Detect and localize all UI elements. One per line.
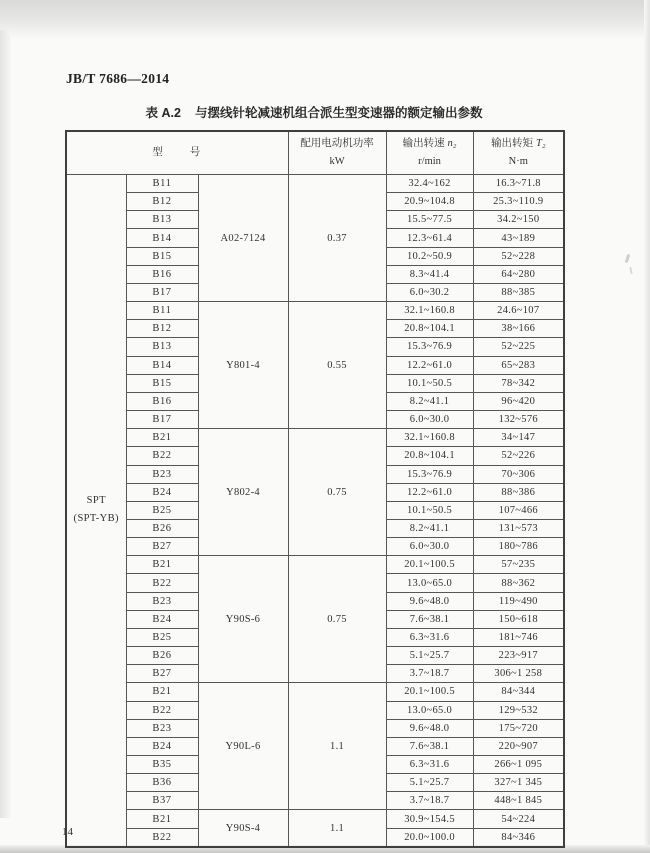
model-cell: B12 — [126, 193, 198, 211]
speed-cell: 5.1~25.7 — [386, 647, 473, 665]
torque-cell: 107~466 — [473, 501, 564, 519]
header-output-torque-unit: N·m — [508, 156, 528, 167]
model-cell: B23 — [126, 592, 198, 610]
speed-cell: 32.1~160.8 — [386, 429, 473, 447]
series-group-cell — [66, 175, 126, 847]
torque-cell: 180~786 — [473, 538, 564, 556]
model-cell: B22 — [126, 828, 198, 847]
speed-cell: 20.9~104.8 — [386, 193, 473, 211]
torque-cell: 131~573 — [473, 519, 564, 537]
header-output-speed-unit: r/min — [418, 156, 441, 167]
series-sublabel: (SPT-YB) — [73, 513, 119, 525]
header-output-speed-symbol: n₂ — [447, 138, 457, 150]
torque-cell: 65~283 — [473, 356, 564, 374]
model-cell: B25 — [126, 501, 198, 519]
speed-cell: 20.8~104.1 — [386, 320, 473, 338]
model-cell: B35 — [126, 756, 198, 774]
speed-cell: 6.3~31.6 — [386, 756, 473, 774]
speed-cell: 6.0~30.2 — [386, 283, 473, 301]
model-cell: B25 — [126, 628, 198, 646]
torque-cell: 129~532 — [473, 701, 564, 719]
scan-artifact — [629, 267, 632, 274]
torque-cell: 52~225 — [473, 338, 564, 356]
model-cell: B21 — [126, 429, 198, 447]
model-cell: B37 — [126, 792, 198, 810]
scan-shading-top — [0, 0, 650, 38]
speed-cell: 9.6~48.0 — [386, 592, 473, 610]
torque-cell: 54~224 — [473, 810, 564, 828]
speed-cell: 8.3~41.4 — [386, 265, 473, 283]
motor-cell: Y90S-4 — [198, 810, 288, 847]
torque-cell: 88~362 — [473, 574, 564, 592]
model-cell: B27 — [126, 538, 198, 556]
speed-cell: 30.9~154.5 — [386, 810, 473, 828]
standard-number: JB/T 7686—2014 — [66, 71, 170, 86]
torque-cell: 16.3~71.8 — [473, 175, 564, 193]
speed-cell: 12.2~61.0 — [386, 356, 473, 374]
speed-cell: 8.2~41.1 — [386, 519, 473, 537]
table-row — [66, 175, 564, 193]
table-row — [66, 302, 564, 320]
torque-cell: 88~385 — [473, 283, 564, 301]
torque-cell: 52~226 — [473, 447, 564, 465]
motor-cell: Y90L-6 — [198, 683, 288, 810]
motor-cell: Y802-4 — [198, 429, 288, 556]
power-cell: 1.1 — [288, 810, 386, 847]
model-cell: B26 — [126, 519, 198, 537]
torque-cell: 64~280 — [473, 265, 564, 283]
model-cell: B27 — [126, 665, 198, 683]
model-cell: B24 — [126, 610, 198, 628]
scan-shading-left — [0, 30, 11, 818]
power-cell: 0.75 — [288, 429, 386, 556]
header-output-speed-name — [387, 135, 473, 153]
speed-cell: 20.8~104.1 — [386, 447, 473, 465]
torque-cell: 220~907 — [473, 737, 564, 755]
speed-cell: 15.5~77.5 — [386, 211, 473, 229]
model-cell: B36 — [126, 774, 198, 792]
model-cell: B24 — [126, 483, 198, 501]
torque-cell: 25.3~110.9 — [473, 193, 564, 211]
speed-cell: 15.3~76.9 — [386, 465, 473, 483]
torque-cell: 327~1 345 — [473, 774, 564, 792]
table-body — [66, 175, 564, 847]
header-motor-power-unit: kW — [329, 156, 345, 167]
speed-cell: 13.0~65.0 — [386, 574, 473, 592]
speed-cell: 6.0~30.0 — [386, 411, 473, 429]
speed-cell: 13.0~65.0 — [386, 701, 473, 719]
model-cell: B13 — [126, 211, 198, 229]
torque-cell: 88~386 — [473, 483, 564, 501]
model-cell: B26 — [126, 647, 198, 665]
speed-cell: 10.1~50.5 — [386, 374, 473, 392]
speed-cell: 9.6~48.0 — [386, 719, 473, 737]
model-cell: B17 — [126, 411, 198, 429]
model-cell: B14 — [126, 356, 198, 374]
power-cell: 0.37 — [288, 175, 386, 302]
torque-cell: 34~147 — [473, 429, 564, 447]
torque-cell: 84~346 — [473, 828, 564, 847]
torque-cell: 119~490 — [473, 592, 564, 610]
speed-cell: 10.2~50.9 — [386, 247, 473, 265]
torque-cell: 181~746 — [473, 628, 564, 646]
torque-cell: 175~720 — [473, 719, 564, 737]
power-cell: 0.75 — [288, 556, 386, 683]
speed-cell: 20.1~100.5 — [386, 556, 473, 574]
model-cell: B16 — [126, 265, 198, 283]
torque-cell: 223~917 — [473, 647, 564, 665]
speed-cell: 5.1~25.7 — [386, 774, 473, 792]
header-motor-power — [288, 131, 386, 175]
motor-cell: Y90S-6 — [198, 556, 288, 683]
torque-cell: 34.2~150 — [473, 211, 564, 229]
model-cell: B21 — [126, 810, 198, 828]
model-cell: B15 — [126, 247, 198, 265]
torque-cell: 96~420 — [473, 392, 564, 410]
torque-cell: 306~1 258 — [473, 665, 564, 683]
model-cell: B11 — [126, 175, 198, 193]
model-cell: B22 — [126, 701, 198, 719]
header-output-torque-title: 输出转矩 — [491, 137, 534, 150]
model-cell: B13 — [126, 338, 198, 356]
header-output-speed-title: 输出转速 — [402, 137, 445, 150]
speed-cell: 12.2~61.0 — [386, 483, 473, 501]
scan-artifact — [625, 254, 631, 263]
model-cell: B22 — [126, 447, 198, 465]
torque-cell: 266~1 095 — [473, 756, 564, 774]
model-cell: B11 — [126, 302, 198, 320]
model-cell: B17 — [126, 283, 198, 301]
speed-cell: 10.1~50.5 — [386, 501, 473, 519]
torque-cell: 78~342 — [473, 374, 564, 392]
speed-cell: 15.3~76.9 — [386, 338, 473, 356]
header-model: 型 号 — [66, 131, 288, 175]
series-label: SPT — [86, 494, 106, 506]
model-cell: B24 — [126, 737, 198, 755]
output-parameters-table — [65, 130, 565, 848]
speed-cell: 12.3~61.4 — [386, 229, 473, 247]
header-output-torque-name — [474, 135, 564, 153]
speed-cell: 32.4~162 — [386, 175, 473, 193]
model-cell: B14 — [126, 229, 198, 247]
table-row — [66, 810, 564, 828]
header-output-torque — [473, 131, 564, 175]
torque-cell: 24.6~107 — [473, 302, 564, 320]
header-motor-power-name: 配用电动机功率 — [300, 137, 374, 150]
torque-cell: 43~189 — [473, 229, 564, 247]
model-cell: B12 — [126, 320, 198, 338]
table-title-text: 与摆线针轮减速机组合派生型变速器的额定输出参数 — [194, 106, 483, 120]
model-cell: B23 — [126, 465, 198, 483]
speed-cell: 8.2~41.1 — [386, 392, 473, 410]
table-row — [66, 556, 564, 574]
speed-cell: 20.0~100.0 — [386, 828, 473, 847]
speed-cell: 3.7~18.7 — [386, 665, 473, 683]
torque-cell: 52~228 — [473, 247, 564, 265]
page-number: 14 — [62, 826, 73, 838]
torque-cell: 70~306 — [473, 465, 564, 483]
motor-cell: A02-7124 — [198, 175, 288, 302]
table-header — [66, 131, 564, 175]
model-cell: B16 — [126, 392, 198, 410]
table-title — [65, 103, 563, 121]
speed-cell: 20.1~100.5 — [386, 683, 473, 701]
torque-cell: 132~576 — [473, 411, 564, 429]
speed-cell: 7.6~38.1 — [386, 610, 473, 628]
header-output-torque-symbol: T₂ — [535, 138, 546, 150]
speed-cell: 3.7~18.7 — [386, 792, 473, 810]
speed-cell: 6.3~31.6 — [386, 628, 473, 646]
model-cell: B15 — [126, 374, 198, 392]
power-cell: 0.55 — [288, 302, 386, 429]
table-title-label: 表 A.2 — [145, 106, 181, 120]
header-row — [66, 131, 564, 175]
power-cell: 1.1 — [288, 683, 386, 810]
table-row — [66, 683, 564, 701]
torque-cell: 84~344 — [473, 683, 564, 701]
torque-cell: 57~235 — [473, 556, 564, 574]
torque-cell: 38~166 — [473, 320, 564, 338]
model-cell: B21 — [126, 556, 198, 574]
torque-cell: 448~1 845 — [473, 792, 564, 810]
speed-cell: 32.1~160.8 — [386, 302, 473, 320]
header-output-speed — [386, 131, 473, 175]
model-cell: B22 — [126, 574, 198, 592]
speed-cell: 6.0~30.0 — [386, 538, 473, 556]
model-cell: B21 — [126, 683, 198, 701]
speed-cell: 7.6~38.1 — [386, 737, 473, 755]
torque-cell: 150~618 — [473, 610, 564, 628]
scan-shading-right — [644, 0, 650, 853]
model-cell: B23 — [126, 719, 198, 737]
motor-cell: Y801-4 — [198, 302, 288, 429]
table-row — [66, 429, 564, 447]
